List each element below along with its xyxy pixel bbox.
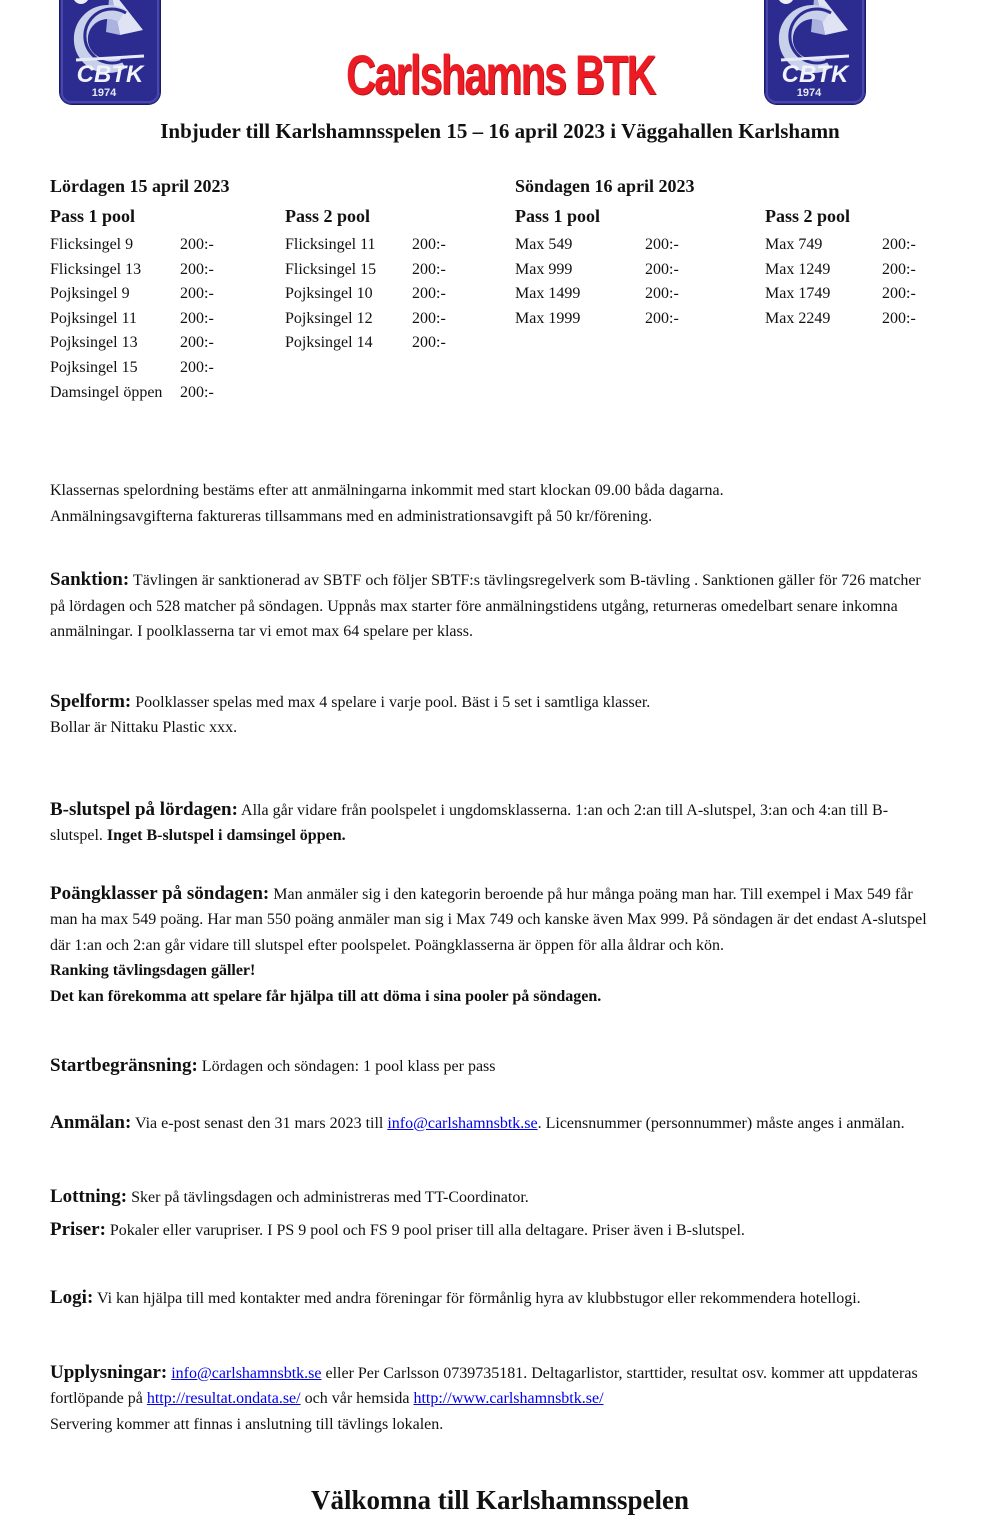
class-row bbox=[515, 233, 755, 258]
upplysningar-text-mid1: eller Per Carlsson 0739735181. Deltagarlistor, starttider, resultat osv. kommer att uppdateras fortlöpande på bbox=[50, 1364, 918, 1407]
class-row bbox=[50, 282, 275, 307]
class-row bbox=[50, 331, 275, 356]
club-title: Carlshamns BTK bbox=[345, 43, 655, 107]
logi-text: Vi kan hjälpa till med kontakter med andra föreningar för förmånlig hyra av klubbstugor eller rekommendera hotellogi. bbox=[97, 1290, 861, 1307]
sanktion-text: Tävlingen är sanktionerad av SBTF och följer SBTF:s tävlingsregelverk som B-tävling . Sanktionen gäller för 726 matcher på lördagen och 528 matcher på söndagen. Uppnås max starter före anmälningstidens utgång, returneras omedelbart senare inkomna anmälningar. I poolklasserna tar vi emot max 64 spelare per klass. bbox=[50, 572, 921, 640]
class-row bbox=[765, 258, 985, 283]
class-row bbox=[285, 282, 505, 307]
class-name: Pojksingel 12 bbox=[285, 309, 373, 327]
spelform-paragraph bbox=[50, 689, 930, 741]
anmalan-text-after: . Licensnummer (personnummer) måste anges i anmälan. bbox=[537, 1114, 905, 1132]
sunday-pass1-class-list bbox=[515, 233, 755, 331]
class-price: 200:- bbox=[882, 285, 916, 303]
class-row bbox=[50, 356, 275, 381]
class-name: Max 999 bbox=[515, 260, 573, 278]
class-price: 200:- bbox=[645, 285, 679, 303]
class-price: 200:- bbox=[882, 236, 916, 253]
class-price: 200:- bbox=[412, 285, 446, 303]
class-price: 200:- bbox=[645, 309, 679, 327]
cbtk-club-logo-right bbox=[765, 0, 865, 104]
class-price: 200:- bbox=[882, 260, 916, 278]
class-price: 200:- bbox=[180, 358, 214, 376]
startbegransning-heading: Startbegränsning: bbox=[50, 1055, 198, 1076]
poangklasser-paragraph bbox=[50, 881, 930, 1010]
class-row bbox=[285, 258, 505, 283]
b-slutspel-text: Alla går vidare från poolspelet i ungdomsklasserna. 1:an och 2:an till A-slutspel, 3:an och 4:an till B-slutspel. bbox=[50, 801, 889, 844]
class-name: Max 1499 bbox=[515, 285, 581, 303]
class-name: Flicksingel 13 bbox=[50, 260, 142, 278]
class-price: 200:- bbox=[645, 260, 679, 278]
class-row bbox=[765, 307, 985, 332]
sunday-pass2-title: Pass 2 pool bbox=[765, 206, 851, 226]
sunday-day-title: Söndagen 16 april 2023 bbox=[515, 176, 695, 196]
intro-paragraph bbox=[50, 478, 930, 529]
sunday-pass1-title: Pass 1 pool bbox=[515, 206, 601, 226]
class-price: 200:- bbox=[180, 236, 214, 253]
anmalan-heading: Anmälan: bbox=[50, 1111, 132, 1133]
class-price: 200:- bbox=[412, 236, 446, 253]
class-price: 200:- bbox=[180, 260, 214, 278]
lottning-text: Sker på tävlingsdagen och administreras med TT-Coordinator. bbox=[131, 1189, 529, 1206]
servering-line: Servering kommer att finnas i anslutning till tävlings lokalen. bbox=[50, 1415, 444, 1433]
class-row bbox=[285, 331, 505, 356]
class-name: Damsingel öppen bbox=[50, 383, 163, 401]
class-name: Max 1999 bbox=[515, 309, 581, 327]
b-slutspel-paragraph bbox=[50, 797, 930, 849]
class-price: 200:- bbox=[180, 285, 214, 303]
spelform-heading: Spelform: bbox=[50, 690, 132, 712]
spelform-balls-line: Bollar är Nittaku Plastic xxx. bbox=[50, 719, 238, 736]
sanktion-paragraph bbox=[50, 567, 930, 645]
class-row bbox=[515, 258, 755, 283]
svg-text:CBTK: CBTK bbox=[76, 61, 144, 88]
lottning-heading: Lottning: bbox=[50, 1186, 128, 1207]
svg-text:CBTK: CBTK bbox=[781, 61, 849, 88]
poangklasser-heading: Poängklasser på söndagen: bbox=[50, 882, 270, 904]
startbegransning-text: Lördagen och söndagen: 1 pool klass per pass bbox=[201, 1058, 496, 1075]
class-price: 200:- bbox=[180, 309, 214, 327]
saturday-day-title: Lördagen 15 april 2023 bbox=[50, 176, 230, 196]
saturday-pass1-title: Pass 1 pool bbox=[50, 206, 136, 226]
priser-heading: Priser: bbox=[50, 1218, 106, 1240]
saturday-pass1-class-list bbox=[50, 233, 275, 405]
invitation-title: Inbjuder till Karlshamnsspelen 15 – 16 april 2023 i Väggahallen Karlshamn bbox=[160, 119, 840, 143]
class-row bbox=[765, 233, 985, 258]
class-price: 200:- bbox=[645, 236, 679, 253]
sanktion-heading: Sanktion: bbox=[50, 569, 130, 590]
class-name: Pojksingel 10 bbox=[285, 285, 373, 303]
upplysningar-heading: Upplysningar: bbox=[50, 1361, 168, 1383]
class-price: 200:- bbox=[412, 309, 446, 327]
spelform-text: Poolklasser spelas med max 4 spelare i varje pool. Bäst i 5 set i samtliga klasser. bbox=[135, 693, 651, 711]
b-slutspel-bold-note: Inget B-slutspel i damsingel öppen. bbox=[106, 827, 346, 844]
logo-year: 1974 bbox=[796, 87, 822, 99]
upplysningar-email-link[interactable]: info@carlshamnsbtk.se bbox=[171, 1364, 322, 1382]
class-price: 200:- bbox=[882, 309, 916, 327]
class-name: Pojksingel 13 bbox=[50, 334, 138, 352]
priser-paragraph bbox=[50, 1217, 930, 1244]
class-name: Pojksingel 11 bbox=[50, 309, 137, 327]
class-price: 200:- bbox=[180, 383, 214, 401]
class-row bbox=[765, 282, 985, 307]
sunday-pass2-column bbox=[765, 206, 985, 331]
sunday-pass1-column bbox=[515, 206, 755, 331]
cbtk-logo-icon bbox=[765, 0, 865, 104]
class-name: Max 1749 bbox=[765, 285, 831, 303]
class-row bbox=[515, 307, 755, 332]
welcome-footer: Välkomna till Karlshamnsspelen bbox=[310, 1485, 690, 1515]
class-price: 200:- bbox=[412, 260, 446, 278]
upplysningar-paragraph bbox=[50, 1360, 930, 1438]
document-body bbox=[0, 478, 1000, 1437]
class-price: 200:- bbox=[180, 334, 214, 352]
class-name: Pojksingel 15 bbox=[50, 358, 138, 376]
schedule-section bbox=[0, 176, 1000, 478]
class-price: 200:- bbox=[412, 334, 446, 352]
sunday-pass2-class-list bbox=[765, 233, 985, 331]
startbegransning-paragraph bbox=[50, 1053, 930, 1080]
class-name: Flicksingel 11 bbox=[285, 236, 376, 253]
homepage-url-link[interactable]: http://www.carlshamnsbtk.se/ bbox=[413, 1390, 604, 1407]
class-name: Max 549 bbox=[515, 236, 573, 253]
class-row bbox=[50, 381, 275, 406]
saturday-pass1-column bbox=[50, 206, 275, 405]
anmalan-paragraph bbox=[50, 1110, 930, 1137]
anmalan-email-link[interactable]: info@carlshamnsbtk.se bbox=[387, 1114, 538, 1132]
results-url-link[interactable]: http://resultat.ondata.se/ bbox=[146, 1390, 301, 1407]
saturday-pass2-title: Pass 2 pool bbox=[285, 206, 371, 226]
class-name: Flicksingel 9 bbox=[50, 236, 134, 253]
class-row bbox=[285, 233, 505, 258]
ranking-note: Ranking tävlingsdagen gäller! bbox=[50, 962, 256, 979]
class-row bbox=[50, 258, 275, 283]
intro-line2: Anmälningsavgifterna faktureras tillsammans med en administrationsavgift på 50 kr/förening. bbox=[50, 507, 653, 525]
judging-note: Det kan förekomma att spelare får hjälpa till att döma i sina pooler på söndagen. bbox=[50, 987, 602, 1005]
logi-heading: Logi: bbox=[50, 1287, 94, 1308]
intro-line1: Klassernas spelordning bestäms efter att anmälningarna inkommit med start klockan 09.00 båda dagarna. bbox=[50, 482, 724, 499]
logi-paragraph bbox=[50, 1285, 930, 1312]
class-name: Pojksingel 9 bbox=[50, 285, 130, 303]
class-name: Flicksingel 15 bbox=[285, 260, 377, 278]
anmalan-text-before: Via e-post senast den 31 mars 2023 till bbox=[135, 1114, 388, 1132]
class-name: Pojksingel 14 bbox=[285, 334, 373, 352]
saturday-pass2-column bbox=[285, 206, 505, 356]
class-row bbox=[285, 307, 505, 332]
class-row bbox=[50, 233, 275, 258]
class-row bbox=[50, 307, 275, 332]
b-slutspel-heading: B-slutspel på lördagen: bbox=[50, 798, 238, 820]
lottning-paragraph bbox=[50, 1184, 930, 1211]
class-name: Max 2249 bbox=[765, 309, 831, 327]
document-header bbox=[0, 0, 1000, 108]
priser-text: Pokaler eller varupriser. I PS 9 pool och FS 9 pool priser till alla deltagare. Priser även i B-slutspel. bbox=[109, 1221, 745, 1239]
class-row bbox=[515, 282, 755, 307]
class-name: Max 749 bbox=[765, 236, 823, 253]
class-name: Max 1249 bbox=[765, 260, 831, 278]
logo-year: 1974 bbox=[91, 87, 117, 99]
saturday-pass2-class-list bbox=[285, 233, 505, 356]
poangklasser-text: Man anmäler sig i den kategorin beroende på hur många poäng man har. Till exempel i Max 549 får man ha max 549 poäng. Har man 550 poäng anmäler man sig i Max 749 och kanske även Max 999. På söndagen är det endast A-slutspel där 1:an och 2:an går vidare till slutspel efter poolspelet. Poängklasserna är öppen för alla åldrar och kön. bbox=[50, 885, 927, 954]
upplysningar-text-mid2: och vår hemsida bbox=[300, 1390, 414, 1407]
